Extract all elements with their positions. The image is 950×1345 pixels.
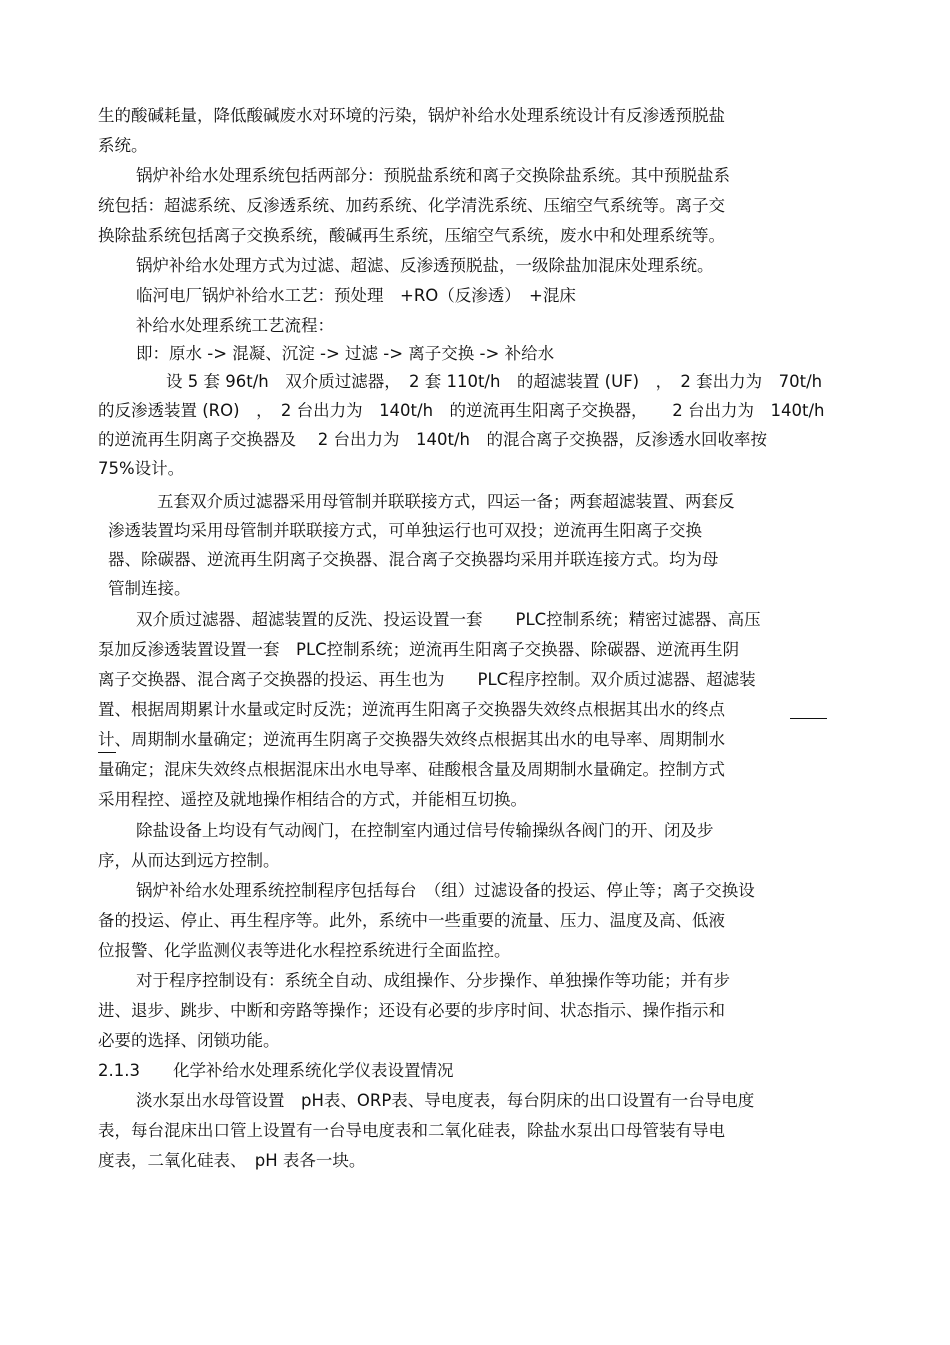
text-line: 位报警、化学监测仪表等进化水程控系统进行全面监控。 (98, 941, 511, 960)
section-heading: 2.1.3 化学补给水处理系统化学仪表设置情况 (98, 1061, 454, 1080)
text-line: 进、退步、跳步、中断和旁路等操作；还设有必要的步序时间、状态指示、操作指示和 (98, 1001, 725, 1020)
text-line: 泵加反渗透装置设置一套 PLC控制系统；逆流再生阳离子交换器、除碳器、逆流再生阴 (98, 640, 740, 659)
text-line: 管制连接。 (108, 579, 191, 598)
text-line: 度表，二氧化硅表、 pH 表各一块。 (98, 1151, 366, 1170)
text-line: 锅炉补给水处理方式为过滤、超滤、反渗透预脱盐，一级除盐加混床处理系统。 (136, 256, 714, 275)
text-line: 五套双介质过滤器采用母管制并联联接方式，四运一备；两套超滤装置、两套反 (157, 492, 735, 511)
text-line: 的逆流再生阴离子交换器及 2 台出力为 140t/h 的混合离子交换器，反渗透水回收率按 (98, 430, 767, 449)
text-line: 渗透装置均采用母管制并联联接方式，可单独运行也可双投；逆流再生阳离子交换 (108, 521, 702, 540)
text-line: 除盐设备上均设有气动阀门，在控制室内通过信号传输操纵各阀门的开、闭及步 (136, 821, 714, 840)
text-line: 量确定；混床失效终点根据混床出水电导率、硅酸根含量及周期制水量确定。控制方式 (98, 760, 725, 779)
text-line: 淡水泵出水母管设置 pH表、ORP表、导电度表，每台阴床的出口设置有一台导电度 (136, 1091, 755, 1110)
text-line: 计、周期制水量确定；逆流再生阴离子交换器失效终点根据其出水的电导率、周期制水 (98, 730, 725, 749)
text-line: 统包括：超滤系统、反渗透系统、加药系统、化学清洗系统、压缩空气系统等。离子交 (98, 196, 725, 215)
text-line: 锅炉补给水处理系统控制程序包括每台 （组）过滤设备的投运、停止等；离子交换设 (136, 881, 755, 900)
text-line: 采用程控、遥控及就地操作相结合的方式，并能相互切换。 (98, 790, 527, 809)
text-line: 表，每台混床出口管上设置有一台导电度表和二氧化硅表，除盐水泵出口母管装有导电 (98, 1121, 725, 1140)
text-line: 系统。 (98, 136, 148, 155)
text-line: 生的酸碱耗量，降低酸碱废水对环境的污染，锅炉补给水处理系统设计有反渗透预脱盐 (98, 106, 725, 125)
text-line: 补给水处理系统工艺流程： (136, 316, 334, 335)
text-line: 双介质过滤器、超滤装置的反洗、投运设置一套 PLC控制系统；精密过滤器、高压 (136, 610, 761, 629)
text-line: 即：原水 -> 混凝、沉淀 -> 过滤 -> 离子交换 -> 补给水 (136, 344, 555, 363)
text-line: 临河电厂锅炉补给水工艺：预处理 +RO（反渗透） +混床 (136, 286, 576, 305)
text-line: 序，从而达到远方控制。 (98, 851, 280, 870)
text-line: 备的投运、停止、再生程序等。此外，系统中一些重要的流量、压力、温度及高、低液 (98, 911, 725, 930)
text-line: 设 5 套 96t/h 双介质过滤器， 2 套 110t/h 的超滤装置 (UF) ， 2 套出力为 70t/h (166, 372, 823, 391)
text-line: 置、根据周期累计水量或定时反洗；逆流再生阳离子交换器失效终点根据其出水的终点 (98, 700, 725, 719)
text-line: 器、除碳器、逆流再生阴离子交换器、混合离子交换器均采用并联连接方式。均为母 (108, 550, 719, 569)
text-line: 的反渗透装置 (RO) ， 2 台出力为 140t/h 的逆流再生阳离子交换器， 2 台出力为 140t/h (98, 401, 825, 420)
text-line: 75%设计。 (98, 459, 185, 478)
text-underline (98, 752, 116, 753)
blank-underline (790, 718, 827, 719)
text-line: 离子交换器、混合离子交换器的投运、再生也为 PLC程序控制。双介质过滤器、超滤装 (98, 670, 756, 689)
text-line: 对于程序控制设有：系统全自动、成组操作、分步操作、单独操作等功能；并有步 (136, 971, 730, 990)
text-line: 换除盐系统包括离子交换系统，酸碱再生系统，压缩空气系统，废水中和处理系统等。 (98, 226, 725, 245)
text-line: 锅炉补给水处理系统包括两部分：预脱盐系统和离子交换除盐系统。其中预脱盐系 (136, 166, 730, 185)
text-line: 必要的选择、闭锁功能。 (98, 1031, 280, 1050)
